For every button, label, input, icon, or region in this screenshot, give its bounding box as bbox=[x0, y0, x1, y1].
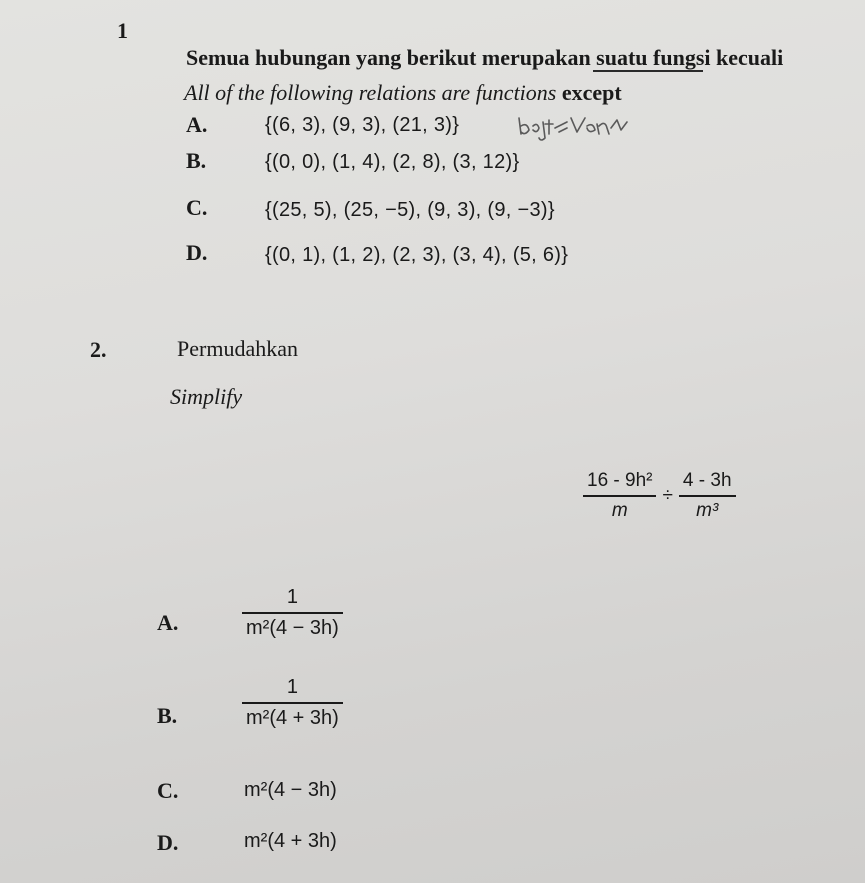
q2-option-b-value[interactable] bbox=[242, 676, 343, 730]
question-1-text-english bbox=[184, 80, 622, 106]
q2-option-c-value[interactable]: m²(4 − 3h) bbox=[244, 779, 337, 801]
question-2-number: 2. bbox=[90, 337, 107, 362]
q1-option-c-value[interactable]: {(25, 5), (25, −5), (9, 3), (9, −3)} bbox=[265, 199, 555, 221]
q2-option-d-value[interactable]: m²(4 + 3h) bbox=[244, 830, 337, 852]
q2-option-a-denominator: m²(4 − 3h) bbox=[246, 617, 339, 639]
q2-option-b-denominator: m²(4 + 3h) bbox=[246, 707, 339, 729]
q1-option-b-letter: B. bbox=[186, 148, 207, 173]
q2-option-b-numerator: 1 bbox=[286, 676, 298, 698]
q1-option-d-value[interactable]: {(0, 1), (1, 2), (2, 3), (3, 4), (5, 6)} bbox=[265, 244, 569, 266]
q1-option-c-letter: C. bbox=[186, 195, 208, 220]
q2-option-b-fraction bbox=[242, 676, 343, 730]
question-2-text-english: Simplify bbox=[170, 384, 243, 409]
q2-option-a-fraction bbox=[242, 586, 343, 640]
question-1-text-english-main: All of the following relations are functions bbox=[184, 80, 557, 105]
q2-option-a-value[interactable] bbox=[242, 586, 343, 640]
expression-left-fraction bbox=[583, 470, 656, 522]
division-operator: ÷ bbox=[662, 485, 673, 506]
question-2-expression bbox=[583, 470, 736, 522]
q2-option-b-letter: B. bbox=[157, 703, 178, 728]
handwritten-scribble-icon bbox=[515, 108, 635, 144]
question-1-text-english-except: except bbox=[561, 80, 622, 105]
q1-option-d-letter: D. bbox=[186, 240, 208, 265]
question-2-text-malay: Permudahkan bbox=[177, 336, 298, 361]
expression-right-numerator: 4 - 3h bbox=[682, 470, 732, 491]
q2-option-a-letter: A. bbox=[157, 610, 179, 635]
q2-option-c-letter: C. bbox=[157, 778, 179, 803]
expression-left-numerator: 16 - 9h² bbox=[587, 470, 653, 491]
question-1-text-malay: Semua hubungan yang berikut merupakan suatu fungsi kecuali bbox=[186, 45, 784, 70]
question-1-number: 1 bbox=[117, 18, 128, 43]
q2-option-a-numerator: 1 bbox=[286, 586, 298, 608]
expression-right-denominator: m³ bbox=[696, 500, 719, 521]
q1-option-b-value[interactable]: {(0, 0), (1, 4), (2, 8), (3, 12)} bbox=[265, 151, 520, 173]
q1-option-a-letter: A. bbox=[186, 112, 208, 137]
expression-right-fraction bbox=[679, 470, 736, 522]
expression-left-denominator: m bbox=[611, 500, 628, 521]
q2-option-d-letter: D. bbox=[157, 830, 179, 855]
q1-option-a-value[interactable]: {(6, 3), (9, 3), (21, 3)} bbox=[265, 114, 460, 136]
underline-mark bbox=[593, 70, 703, 72]
